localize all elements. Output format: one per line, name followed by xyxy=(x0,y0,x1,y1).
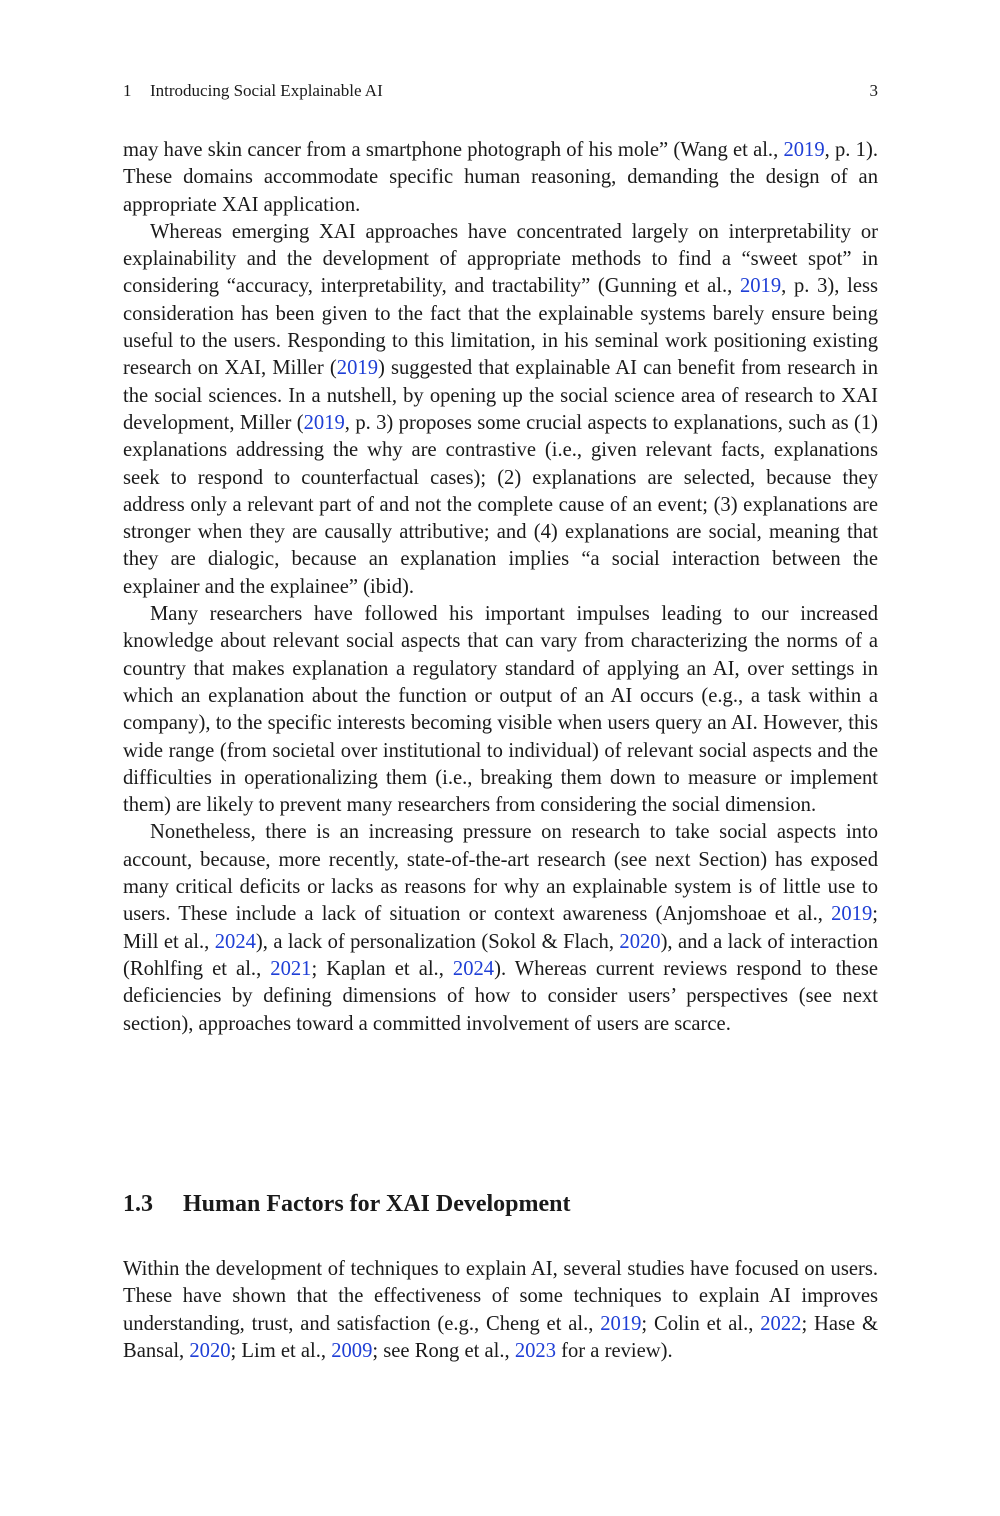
text-run: , p. 1). These domains accommodate specific human reasoning, demanding the design of an appropriate XAI application. xyxy=(123,139,878,216)
section-number: 1.3 xyxy=(123,1191,153,1217)
text-run: ; see Rong et al., xyxy=(372,1339,515,1362)
paragraph-3: Many researchers have followed his important impulses leading to our increased knowledge about relevant social aspects that can vary from characterizing the norms of a country that makes explanation a regulatory standard of applying an AI, over settings in which an explanation about the function or output of an AI occurs (e.g., a task within a company), to the specific interests becoming visible when users query an AI. However, this wide range (from societal over institutional to individual) of relevant social aspects and the difficulties in operationalizing them (i.e., breaking them down to measure or implement them) are likely to prevent many researchers from considering the social dimension. xyxy=(123,603,878,817)
text-run: ), and a lack of interaction (Rohlfing et al., xyxy=(123,930,878,980)
paragraph-1 xyxy=(123,137,878,219)
text-run: ) suggested that explainable AI can benefit from research in the social sciences. In a nutshell, by opening up the social science area of research to XAI development, Miller ( xyxy=(123,357,879,434)
text-run: , p. 3) proposes some crucial aspects to explanations, such as (1) explanations addressing the why are contrastive (i.e., given relevant facts, explanations seek to respond to counterfactual cases); (2) explanations are selected, because they address only a relevant part of and not the complete cause of an event; (3) explanations are stronger when they are causally attributive; and (4) explanations are social, meaning that they are dialogic, because an explanation implies “a social interaction between the explainer and the explainee” (ibid). xyxy=(123,411,878,598)
citation-link[interactable]: 2020 xyxy=(619,930,661,953)
citation-link[interactable]: 2023 xyxy=(514,1339,556,1362)
citation-link[interactable]: 2009 xyxy=(331,1339,373,1362)
section-text xyxy=(123,1256,878,1365)
text-run: ; Lim et al., xyxy=(230,1339,332,1362)
text-run: ; Kaplan et al., xyxy=(311,957,453,980)
chapter-number: 1 xyxy=(123,81,132,100)
text-run: Nonetheless, there is an increasing pressure on research to take social aspects into account, because, more recently, state-of-the-art research (see next Section) has exposed many critical deficits or lacks as reasons for why an explainable system is of little use to users. These include a lack of situation or context awareness (Anjomshoae et al., xyxy=(123,821,878,926)
citation-link[interactable]: 2021 xyxy=(270,957,312,980)
text-run: , p. 3), less consideration has been given to the fact that the explainable systems barely ensure being useful to the users. Responding to this limitation, in his seminal work positioning existing research on XAI, Miller ( xyxy=(123,275,878,380)
citation-link[interactable]: 2019 xyxy=(739,275,782,298)
chapter-title: Introducing Social Explainable AI xyxy=(150,81,383,100)
page-number: 3 xyxy=(869,81,878,100)
paragraph-2 xyxy=(123,219,878,601)
body-text xyxy=(123,137,878,1038)
citation-link[interactable]: 2024 xyxy=(452,957,495,980)
text-run: Within the development of techniques to explain AI, several studies have focused on users. These have shown that the effectiveness of some techniques to explain AI improves understanding, trust, and satisfaction (e.g., Cheng et al., xyxy=(123,1258,878,1335)
citation-link[interactable]: 2019 xyxy=(336,357,378,380)
text-run: ; Colin et al., xyxy=(641,1312,761,1335)
citation-link[interactable]: 2022 xyxy=(760,1312,802,1335)
text-run: for a review). xyxy=(556,1339,673,1362)
citation-link[interactable]: 2019 xyxy=(303,411,345,434)
text-run: ). Whereas current reviews respond to these deficiencies by defining dimensions of how to consider users’ perspectives (see next section), approaches toward a committed involvement of users are scarce. xyxy=(123,957,878,1035)
citation-link[interactable]: 2024 xyxy=(214,930,256,953)
text-run: ; Mill et al., xyxy=(123,903,878,953)
citation-link[interactable]: 2019 xyxy=(783,139,825,161)
paragraph-4 xyxy=(123,819,878,1037)
citation-link[interactable]: 2020 xyxy=(189,1339,231,1362)
citation-link[interactable]: 2019 xyxy=(831,903,873,926)
paragraph-5 xyxy=(123,1256,878,1365)
text-run: Whereas emerging XAI approaches have concentrated largely on interpretability or explainability and the development of appropriate methods to find a “sweet spot” in considering “accuracy, interpretability, and tractability” (Gunning et al., xyxy=(123,220,878,298)
running-head xyxy=(123,80,878,102)
text-run: ; Hase & Bansal, xyxy=(123,1312,878,1362)
text-run: ), a lack of personalization (Sokol & Flach, xyxy=(255,930,620,953)
text-run: may have skin cancer from a smartphone photograph of his mole” (Wang et al., xyxy=(123,139,784,161)
citation-link[interactable]: 2019 xyxy=(600,1312,642,1335)
section-heading xyxy=(123,1189,878,1219)
section-title: Human Factors for XAI Development xyxy=(183,1191,571,1217)
